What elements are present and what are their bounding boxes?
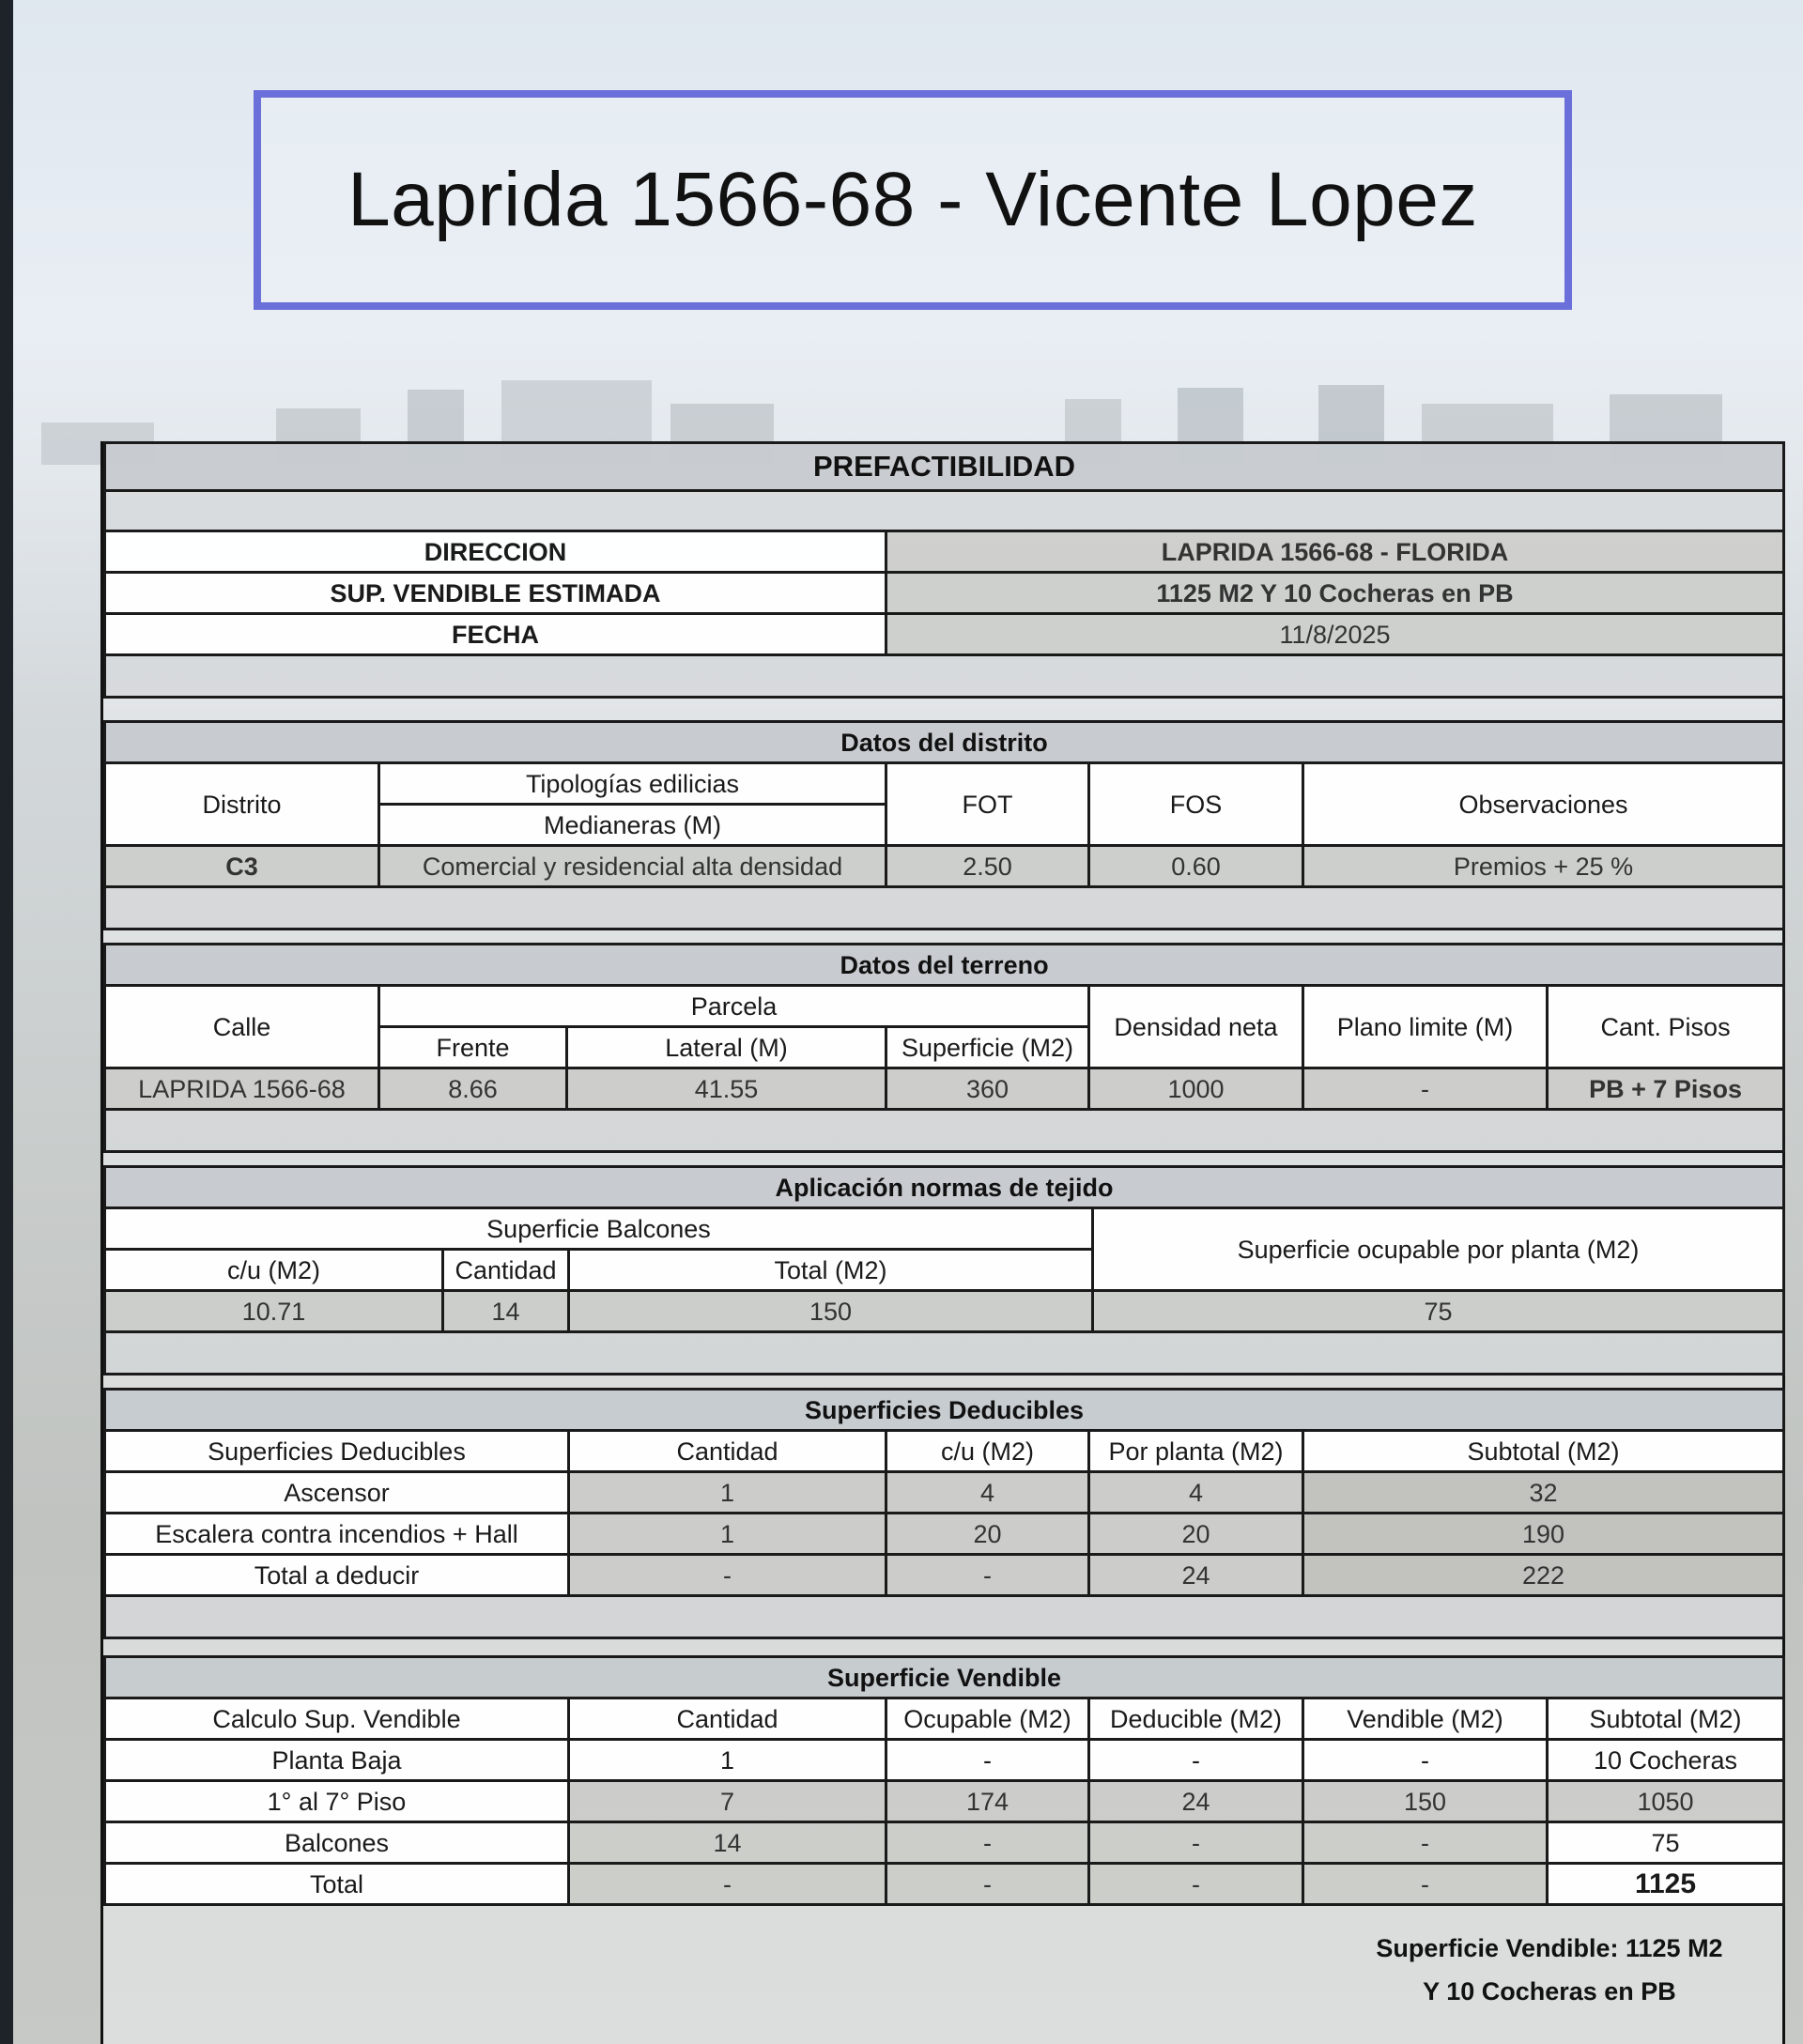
ocupable-value: 174 xyxy=(886,1781,1089,1822)
sup-vendible-value: 1125 M2 Y 10 Cocheras en PB xyxy=(886,573,1784,614)
col-subtotal: Subtotal (M2) xyxy=(1303,1431,1784,1472)
lateral-value: 41.55 xyxy=(567,1068,886,1110)
col-superficies-deducibles: Superficies Deducibles xyxy=(105,1431,569,1472)
spacer-row xyxy=(105,655,1784,698)
ocupable-value: 75 xyxy=(1093,1291,1784,1332)
spacer-row xyxy=(105,1332,1784,1375)
cantidad-value: - xyxy=(569,1864,886,1905)
col-frente: Frente xyxy=(379,1027,567,1068)
col-cant-pisos: Cant. Pisos xyxy=(1548,986,1784,1068)
col-por-planta: Por planta (M2) xyxy=(1089,1431,1303,1472)
row-name: Balcones xyxy=(105,1822,569,1864)
observaciones-value: Premios + 25 % xyxy=(1303,846,1784,887)
col-superficie: Superficie (M2) xyxy=(886,1027,1089,1068)
subtotal-value: 1050 xyxy=(1548,1781,1784,1822)
col-medianeras: Medianeras (M) xyxy=(379,805,886,846)
subtotal-value: 222 xyxy=(1303,1555,1784,1596)
cu-value: 20 xyxy=(886,1514,1089,1555)
col-cu: c/u (M2) xyxy=(105,1250,443,1291)
col-deducible: Deducible (M2) xyxy=(1089,1698,1303,1740)
spacer-row xyxy=(105,1110,1784,1152)
tejido-table xyxy=(103,1165,1785,1375)
vendible-value: - xyxy=(1303,1740,1548,1781)
superficie-value: 360 xyxy=(886,1068,1089,1110)
row-name: Planta Baja xyxy=(105,1740,569,1781)
col-fos: FOS xyxy=(1089,763,1303,846)
col-superficie-ocupable: Superficie ocupable por planta (M2) xyxy=(1093,1208,1784,1291)
col-lateral: Lateral (M) xyxy=(567,1027,886,1068)
vendible-value: - xyxy=(1303,1822,1548,1864)
table-row xyxy=(105,1864,1784,1905)
general-row xyxy=(105,614,1784,655)
cantidad-value: 1 xyxy=(569,1740,886,1781)
row-name: Escalera contra incendios + Hall xyxy=(105,1514,569,1555)
col-parcela: Parcela xyxy=(379,986,1089,1027)
deducible-value: - xyxy=(1089,1864,1303,1905)
col-distrito: Distrito xyxy=(105,763,379,846)
main-header: PREFACTIBILIDAD xyxy=(105,443,1784,491)
row-name: Total xyxy=(105,1864,569,1905)
distrito-header: Datos del distrito xyxy=(105,722,1784,763)
vendible-table xyxy=(103,1655,1785,1906)
spacer-row xyxy=(105,1596,1784,1638)
vendible-header: Superficie Vendible xyxy=(105,1657,1784,1698)
deducible-value: 24 xyxy=(1089,1781,1303,1822)
summary-line-2: Y 10 Cocheras en PB xyxy=(1423,1977,1676,2006)
sup-vendible-label: SUP. VENDIBLE ESTIMADA xyxy=(105,573,886,614)
left-edge-bar xyxy=(0,0,13,2044)
col-densidad: Densidad neta xyxy=(1089,986,1303,1068)
cu-value: 4 xyxy=(886,1472,1089,1514)
page-title: Laprida 1566-68 - Vicente Lopez xyxy=(254,90,1572,310)
total-value: 150 xyxy=(569,1291,1093,1332)
ocupable-value: - xyxy=(886,1740,1089,1781)
row-name: Ascensor xyxy=(105,1472,569,1514)
ocupable-value: - xyxy=(886,1864,1089,1905)
col-cu: c/u (M2) xyxy=(886,1431,1089,1472)
col-fot: FOT xyxy=(886,763,1089,846)
vendible-value: 150 xyxy=(1303,1781,1548,1822)
summary-line-1: Superficie Vendible: 1125 M2 xyxy=(1376,1934,1723,1962)
col-cantidad: Cantidad xyxy=(569,1431,886,1472)
spacer-row xyxy=(105,491,1784,531)
cantidad-value: - xyxy=(569,1555,886,1596)
col-calculo: Calculo Sup. Vendible xyxy=(105,1698,569,1740)
vendible-value: - xyxy=(1303,1864,1548,1905)
fos-value: 0.60 xyxy=(1089,846,1303,887)
deducible-value: - xyxy=(1089,1822,1303,1864)
subtotal-value: 32 xyxy=(1303,1472,1784,1514)
subtotal-value: 75 xyxy=(1548,1822,1784,1864)
direccion-value: LAPRIDA 1566-68 - FLORIDA xyxy=(886,531,1784,573)
deducible-value: - xyxy=(1089,1740,1303,1781)
table-row xyxy=(105,1514,1784,1555)
col-ocupable: Ocupable (M2) xyxy=(886,1698,1089,1740)
col-observaciones: Observaciones xyxy=(1303,763,1784,846)
fot-value: 2.50 xyxy=(886,846,1089,887)
cu-value: 10.71 xyxy=(105,1291,443,1332)
subtotal-value: 190 xyxy=(1303,1514,1784,1555)
frente-value: 8.66 xyxy=(379,1068,567,1110)
densidad-value: 1000 xyxy=(1089,1068,1303,1110)
cantidad-value: 14 xyxy=(569,1822,886,1864)
cantidad-value: 7 xyxy=(569,1781,886,1822)
col-tipologias: Tipologías edilicias xyxy=(379,763,886,805)
por-planta-value: 20 xyxy=(1089,1514,1303,1555)
terreno-row xyxy=(105,1068,1784,1110)
table-row xyxy=(105,1740,1784,1781)
por-planta-value: 24 xyxy=(1089,1555,1303,1596)
total-subtotal-value: 1125 xyxy=(1548,1864,1784,1905)
spacer-row xyxy=(105,887,1784,930)
cant-pisos-value: PB + 7 Pisos xyxy=(1548,1068,1784,1110)
general-table xyxy=(103,441,1785,699)
table-row xyxy=(105,1822,1784,1864)
col-subtotal: Subtotal (M2) xyxy=(1548,1698,1784,1740)
table-row xyxy=(105,1781,1784,1822)
subtotal-value: 10 Cocheras xyxy=(1548,1740,1784,1781)
distrito-table xyxy=(103,720,1785,930)
por-planta-value: 4 xyxy=(1089,1472,1303,1514)
cantidad-value: 1 xyxy=(569,1472,886,1514)
deducibles-table xyxy=(103,1388,1785,1639)
col-superficie-balcones: Superficie Balcones xyxy=(105,1208,1093,1250)
col-cantidad: Cantidad xyxy=(569,1698,886,1740)
plano-limite-value: - xyxy=(1303,1068,1548,1110)
deducibles-header: Superficies Deducibles xyxy=(105,1390,1784,1431)
col-plano-limite: Plano limite (M) xyxy=(1303,986,1548,1068)
ocupable-value: - xyxy=(886,1822,1089,1864)
col-cantidad: Cantidad xyxy=(443,1250,569,1291)
terreno-table xyxy=(103,943,1785,1153)
col-vendible: Vendible (M2) xyxy=(1303,1698,1548,1740)
terreno-header: Datos del terreno xyxy=(105,945,1784,986)
distrito-value: C3 xyxy=(105,846,379,887)
direccion-label: DIRECCION xyxy=(105,531,886,573)
general-row xyxy=(105,573,1784,614)
tipologia-value: Comercial y residencial alta densidad xyxy=(379,846,886,887)
col-calle: Calle xyxy=(105,986,379,1068)
tejido-row xyxy=(105,1291,1784,1332)
table-row xyxy=(105,1555,1784,1596)
row-name: 1° al 7° Piso xyxy=(105,1781,569,1822)
table-row xyxy=(105,1472,1784,1514)
general-row xyxy=(105,531,1784,573)
cantidad-value: 1 xyxy=(569,1514,886,1555)
cu-value: - xyxy=(886,1555,1089,1596)
distrito-row xyxy=(105,846,1784,887)
cantidad-value: 14 xyxy=(443,1291,569,1332)
col-total: Total (M2) xyxy=(569,1250,1093,1291)
tejido-header: Aplicación normas de tejido xyxy=(105,1167,1784,1208)
calle-value: LAPRIDA 1566-68 xyxy=(105,1068,379,1110)
fecha-label: FECHA xyxy=(105,614,886,655)
fecha-value: 11/8/2025 xyxy=(886,614,1784,655)
row-name: Total a deducir xyxy=(105,1555,569,1596)
